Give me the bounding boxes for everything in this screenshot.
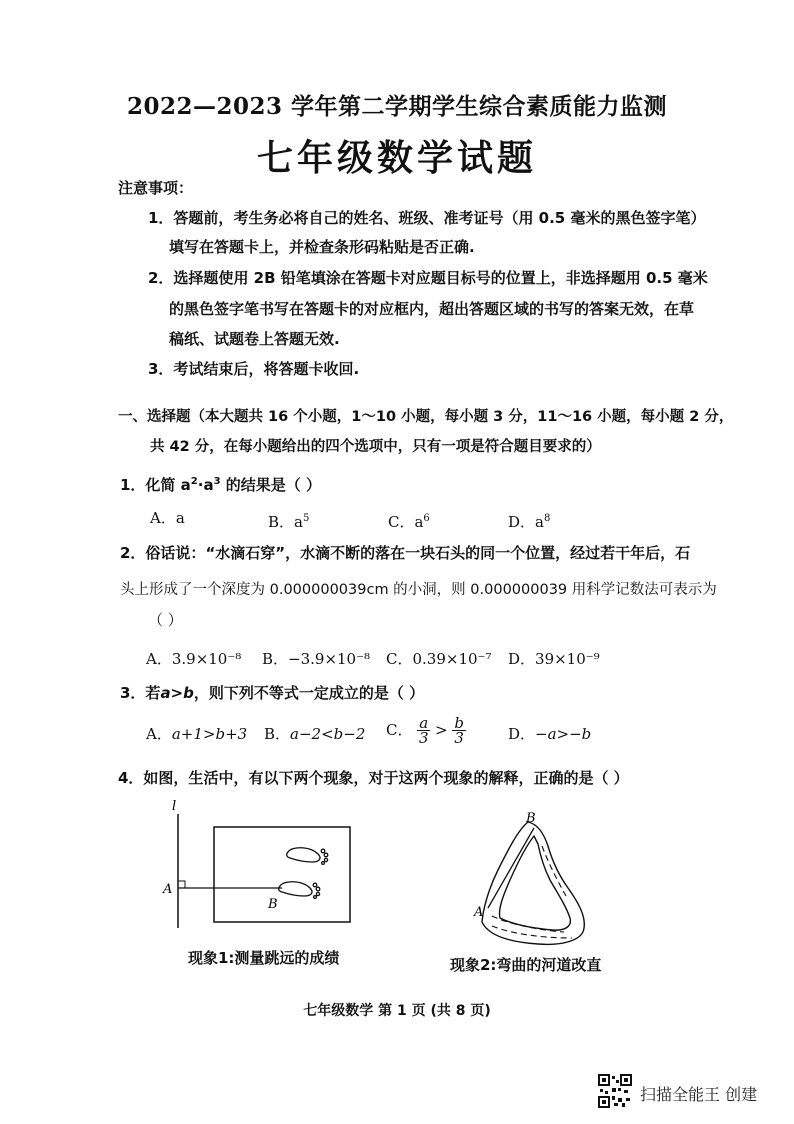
q2-option-b: B．−3.9×10⁻⁸ — [262, 650, 371, 668]
q1-option-a: A．a — [150, 509, 185, 527]
notice-item-2-cont: 的黑色签字笔书写在答题卡的对应框内，超出答题区域的书写的答案无效，在草 — [169, 300, 695, 318]
qr-code-icon — [598, 1074, 632, 1108]
figure-long-jump — [160, 800, 360, 940]
section1-heading-cont: 共 42 分，在每小题给出的四个选项中，只有一项是符合题目要求的） — [150, 439, 601, 455]
notice-item-1: 1．答题前，考生务必将自己的姓名、班级、准考证号（用 0.5 毫米的黑色签字笔） — [148, 209, 706, 227]
q3-option-a: A．a+1>b+3 — [146, 725, 248, 743]
footprint-icon — [279, 848, 328, 899]
label-b2: B — [526, 811, 536, 826]
straight-segment-ab — [488, 828, 534, 908]
notice-heading: 注意事项： — [118, 179, 194, 197]
notice-item-2: 2．选择题使用 2B 铅笔填涂在答题卡对应题目标号的位置上，非选择题用 0.5 毫米 — [148, 269, 708, 287]
exam-subject-title: 七年级数学试题 — [256, 137, 537, 179]
q1-option-d: D．$a^8$ — [508, 513, 551, 531]
notice-item-3: 3．考试结束后，将答题卡收回. — [148, 360, 360, 378]
q3-option-d: D．−a>−b — [508, 725, 592, 743]
q4-stem: 4．如图，生活中，有以下两个现象，对于这两个现象的解释，正确的是（ ） — [118, 769, 629, 787]
river-flow-lines — [492, 846, 572, 938]
figure2-caption: 现象2:弯曲的河道改直 — [450, 956, 602, 974]
figure-river — [468, 800, 608, 950]
section1-heading: 一、选择题（本大题共 16 个小题，1～10 小题，每小题 3 分，11～16 小题，每小题 2 分， — [118, 409, 734, 425]
q1-stem: 1．化简 $a^2\cdot a^3$ 的结果是（ ） — [120, 476, 322, 494]
q2-stem-line1: 2．俗话说：“水滴石穿”，水滴不断的落在一块石头的同一个位置，经过若干年后，石 — [120, 544, 691, 562]
q3-option-b: B．a−2<b−2 — [264, 725, 366, 743]
scanner-watermark: 扫描全能王 创建 — [640, 1085, 758, 1104]
q2-option-d: D．39×10⁻⁹ — [508, 650, 600, 668]
q1-option-c: C．$a^6$ — [388, 513, 430, 531]
q3-option-c-fraction-right: $\frac{b}{3}$ — [454, 714, 464, 747]
label-a: A — [163, 882, 173, 897]
label-b: B — [268, 897, 278, 912]
q2-option-a: A．3.9×10⁻⁸ — [146, 650, 242, 668]
right-angle-mark — [178, 881, 185, 888]
q2-stem-line2: 头上形成了一个深度为 0.000000039cm 的小洞，则 0.000000039 用科学记数法可表示为 — [120, 582, 717, 598]
page-footer: 七年级数学 第 1 页 (共 8 页) — [303, 1003, 491, 1019]
label-l: l — [172, 800, 177, 814]
q3-option-c-fraction-left: $\frac{a}{3}$ — [418, 714, 429, 747]
q3-option-c: C． $\frac{a}{3}$ > $\frac{b}{3}$ — [386, 714, 464, 747]
figure1-caption: 现象1:测量跳远的成绩 — [188, 949, 340, 967]
label-a2: A — [474, 905, 484, 920]
notice-item-2-cont2: 稿纸、试题卷上答题无效. — [169, 330, 340, 348]
q1-option-b: B．$a^5$ — [268, 513, 310, 531]
notice-item-1-cont: 填写在答题卡上，并检查条形码粘贴是否正确. — [169, 238, 475, 256]
sandpit-rect — [214, 827, 350, 922]
q3-stem: 3．若a>b，则下列不等式一定成立的是（ ） — [120, 684, 425, 702]
q2-option-c: C．0.39×10⁻⁷ — [386, 650, 492, 668]
q2-stem-line3: （ ） — [148, 611, 183, 629]
river-banks — [482, 822, 584, 944]
exam-header-title: 2022—2023 学年第二学期学生综合素质能力监测 — [126, 93, 668, 120]
